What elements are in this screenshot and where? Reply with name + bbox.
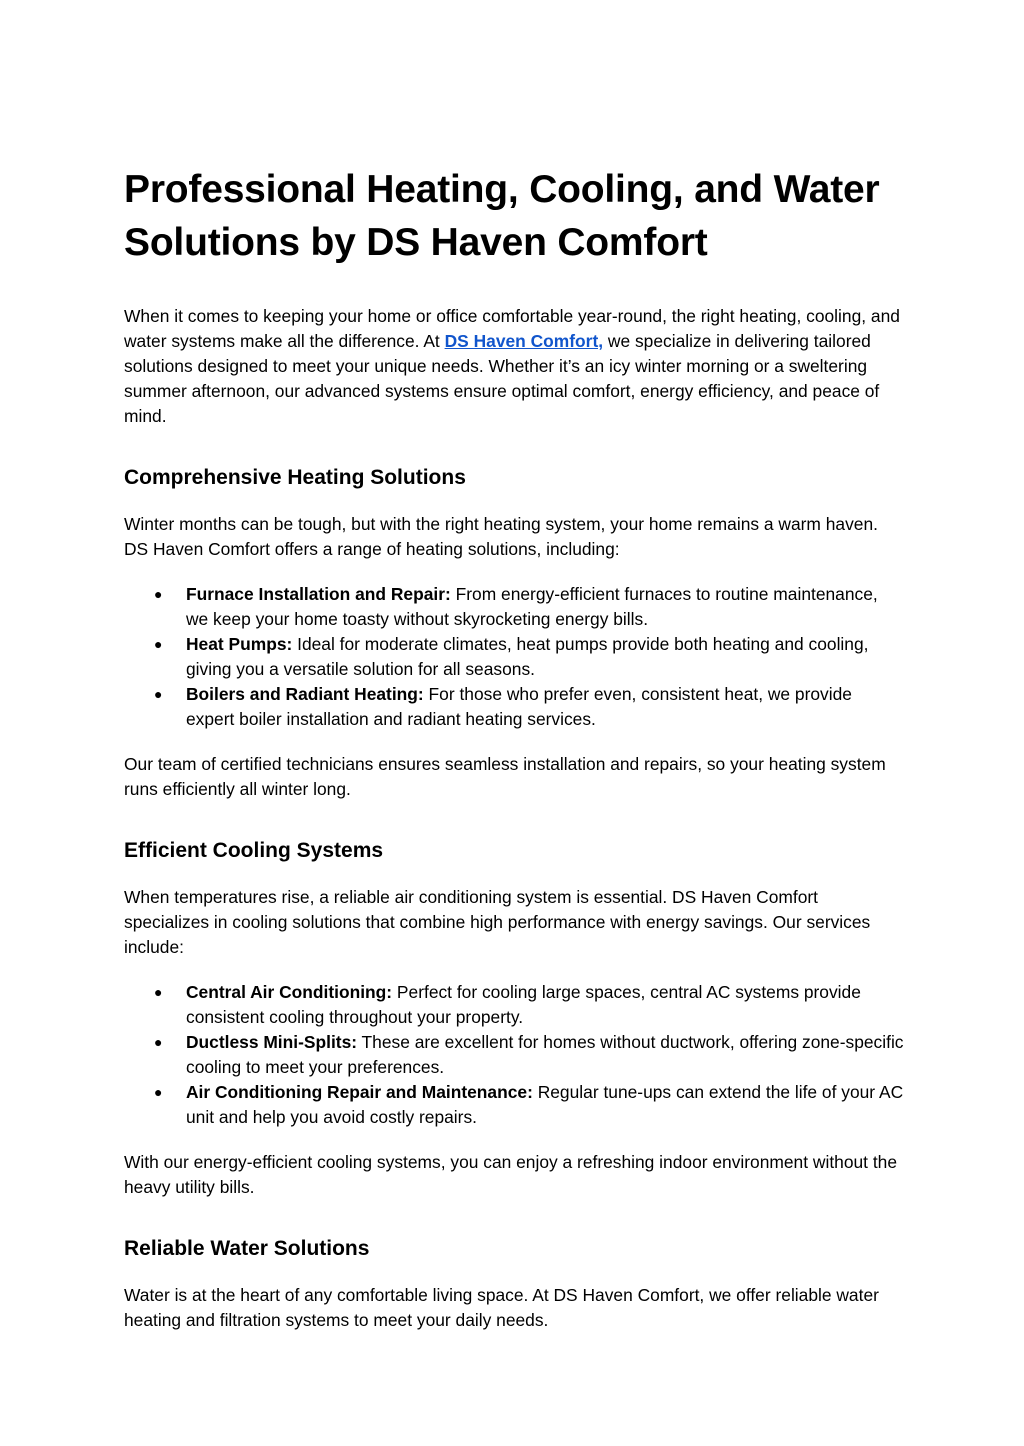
heating-heading: Comprehensive Heating Solutions xyxy=(124,466,466,489)
bullet-icon: ● xyxy=(154,636,163,652)
list-item-term: Air Conditioning Repair and Maintenance: xyxy=(186,1082,533,1102)
cooling-lead: When temperatures rise, a reliable air conditioning system is essential. DS Haven Comfort specializes in cooling solutions that combine high performance with energy savings. Our services include: xyxy=(124,887,871,957)
list-item-term: Ductless Mini-Splits: xyxy=(186,1032,358,1052)
water-heading: Reliable Water Solutions xyxy=(124,1237,370,1260)
list-item-text: From energy-efficient furnaces to routine maintenance, we keep your home toasty without skyrocketing energy bills. xyxy=(186,584,878,629)
list-item-text: Ideal for moderate climates, heat pumps provide both heating and cooling, giving you a versatile solution for all seasons. xyxy=(186,634,869,679)
page-title: Professional Heating, Cooling, and Water Solutions by DS Haven Comfort xyxy=(124,168,880,264)
heating-closing: Our team of certified technicians ensures seamless installation and repairs, so your heating system runs efficiently all winter long. xyxy=(124,754,886,799)
heating-list xyxy=(124,582,904,732)
list-item xyxy=(124,582,904,632)
bullet-icon: ● xyxy=(154,586,163,602)
water-lead: Water is at the heart of any comfortable living space. At DS Haven Comfort, we offer reliable water heating and filtration systems to meet your daily needs. xyxy=(124,1285,879,1330)
list-item xyxy=(124,632,904,682)
cooling-closing: With our energy-efficient cooling systems, you can enjoy a refreshing indoor environment without the heavy utility bills. xyxy=(124,1152,898,1197)
intro-paragraph xyxy=(124,304,904,429)
list-item-text: For those who prefer even, consistent heat, we provide expert boiler installation and radiant heating services. xyxy=(186,684,852,729)
heating-lead: Winter months can be tough, but with the right heating system, your home remains a warm haven. DS Haven Comfort offers a range of heating solutions, including: xyxy=(124,514,878,559)
intro-text-start: When it comes to keeping your home or office comfortable year-round, the right heating, cooling, and water systems make all the difference. At xyxy=(124,306,900,351)
intro-text-end: we specialize in delivering tailored solutions designed to meet your unique needs. Whether it’s an icy winter morning or a sweltering summer afternoon, our advanced systems ensure optimal comfort, energy efficiency, and peace of mind. xyxy=(124,331,880,426)
list-item-term: Heat Pumps: xyxy=(186,634,293,654)
bullet-icon: ● xyxy=(154,984,163,1000)
list-item-text: Perfect for cooling large spaces, central AC systems provide consistent cooling throughout your property. xyxy=(186,982,861,1027)
document-page xyxy=(124,0,904,1333)
cooling-list xyxy=(124,980,904,1130)
list-item xyxy=(124,980,904,1030)
ds-haven-comfort-link[interactable]: DS Haven Comfort, xyxy=(444,331,604,351)
list-item-text: These are excellent for homes without ductwork, offering zone-specific cooling to meet your preferences. xyxy=(186,1032,904,1077)
list-item xyxy=(124,682,904,732)
list-item xyxy=(124,1030,904,1080)
bullet-icon: ● xyxy=(154,1034,163,1050)
bullet-icon: ● xyxy=(154,1084,163,1100)
cooling-heading: Efficient Cooling Systems xyxy=(124,839,384,862)
bullet-icon: ● xyxy=(154,686,163,702)
list-item-term: Central Air Conditioning: xyxy=(186,982,393,1002)
list-item-term: Boilers and Radiant Heating: xyxy=(186,684,424,704)
list-item xyxy=(124,1080,904,1130)
list-item-term: Furnace Installation and Repair: xyxy=(186,584,451,604)
list-item-text: Regular tune-ups can extend the life of your AC unit and help you avoid costly repairs. xyxy=(186,1082,904,1127)
